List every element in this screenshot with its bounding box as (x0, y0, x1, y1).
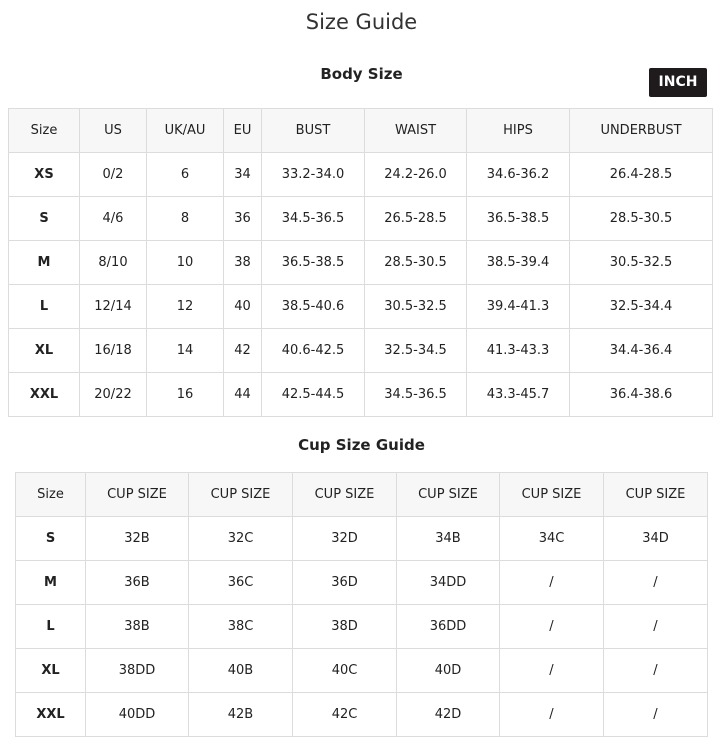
cup-size-table (15, 472, 708, 737)
table-cell: L (16, 605, 86, 649)
body-size-title: Body Size (320, 65, 403, 83)
table-cell: 34D (604, 517, 708, 561)
table-cell: 4/6 (80, 197, 147, 241)
table-cell: 8 (147, 197, 224, 241)
table-cell: 40DD (86, 693, 189, 737)
table-cell: / (604, 693, 708, 737)
table-cell: 42C (293, 693, 397, 737)
table-cell: 32.5-34.4 (570, 285, 713, 329)
table-cell: 38DD (86, 649, 189, 693)
table-cell: 44 (224, 373, 262, 417)
table-cell: 30.5-32.5 (570, 241, 713, 285)
table-cell: 12/14 (80, 285, 147, 329)
header-waist: WAIST (365, 109, 467, 153)
table-cell: 41.3-43.3 (467, 329, 570, 373)
table-cell: 36.5-38.5 (467, 197, 570, 241)
table-cell: M (9, 241, 80, 285)
table-cell: 38.5-39.4 (467, 241, 570, 285)
table-cell: / (604, 605, 708, 649)
table-cell: 34.5-36.5 (365, 373, 467, 417)
table-cell: 36.5-38.5 (262, 241, 365, 285)
table-cell: XS (9, 153, 80, 197)
table-cell: 34.4-36.4 (570, 329, 713, 373)
table-row (9, 241, 713, 285)
table-cell: 30.5-32.5 (365, 285, 467, 329)
table-cell: 28.5-30.5 (365, 241, 467, 285)
table-cell: XXL (16, 693, 86, 737)
table-cell: 12 (147, 285, 224, 329)
table-row (9, 373, 713, 417)
header-size: Size (16, 473, 86, 517)
table-cell: 36 (224, 197, 262, 241)
table-cell: 34C (500, 517, 604, 561)
table-cell: 36D (293, 561, 397, 605)
table-row (16, 693, 708, 737)
table-row (9, 197, 713, 241)
header-size: Size (9, 109, 80, 153)
table-cell: 42 (224, 329, 262, 373)
table-cell: 38.5-40.6 (262, 285, 365, 329)
table-cell: / (500, 649, 604, 693)
table-cell: / (500, 561, 604, 605)
table-cell: 38D (293, 605, 397, 649)
table-cell: S (16, 517, 86, 561)
table-row (9, 285, 713, 329)
table-cell: / (604, 561, 708, 605)
table-cell: 34B (397, 517, 500, 561)
table-cell: 38C (189, 605, 293, 649)
table-row (16, 561, 708, 605)
header-cup-size: CUP SIZE (86, 473, 189, 517)
body-size-table (8, 108, 713, 417)
table-cell: 33.2-34.0 (262, 153, 365, 197)
table-cell: 38B (86, 605, 189, 649)
table-cell: 26.4-28.5 (570, 153, 713, 197)
table-cell: M (16, 561, 86, 605)
table-row (16, 605, 708, 649)
table-cell: 40D (397, 649, 500, 693)
header-cup-size: CUP SIZE (293, 473, 397, 517)
header-us: US (80, 109, 147, 153)
table-cell: 39.4-41.3 (467, 285, 570, 329)
header-cup-size: CUP SIZE (604, 473, 708, 517)
header-cup-size: CUP SIZE (189, 473, 293, 517)
cup-size-title: Cup Size Guide (298, 436, 425, 454)
table-cell: S (9, 197, 80, 241)
header-eu: EU (224, 109, 262, 153)
table-cell: 32.5-34.5 (365, 329, 467, 373)
header-cup-size: CUP SIZE (397, 473, 500, 517)
table-cell: 32D (293, 517, 397, 561)
table-cell: 42.5-44.5 (262, 373, 365, 417)
table-cell: 38 (224, 241, 262, 285)
table-cell: 28.5-30.5 (570, 197, 713, 241)
table-cell: 26.5-28.5 (365, 197, 467, 241)
page-title: Size Guide (305, 10, 418, 34)
table-cell: 24.2-26.0 (365, 153, 467, 197)
table-cell: 36DD (397, 605, 500, 649)
table-header-row (16, 473, 708, 517)
table-cell: 32C (189, 517, 293, 561)
header-bust: BUST (262, 109, 365, 153)
table-cell: 36C (189, 561, 293, 605)
table-cell: L (9, 285, 80, 329)
inch-unit-button[interactable]: INCH (649, 68, 707, 97)
table-cell: 34DD (397, 561, 500, 605)
table-cell: 14 (147, 329, 224, 373)
table-cell: 36.4-38.6 (570, 373, 713, 417)
table-cell: 8/10 (80, 241, 147, 285)
header-underbust: UNDERBUST (570, 109, 713, 153)
table-cell: 34.6-36.2 (467, 153, 570, 197)
table-cell: 40.6-42.5 (262, 329, 365, 373)
table-cell: XL (16, 649, 86, 693)
table-cell: XL (9, 329, 80, 373)
table-cell: XXL (9, 373, 80, 417)
header-uk-au: UK/AU (147, 109, 224, 153)
table-cell: 20/22 (80, 373, 147, 417)
table-cell: 0/2 (80, 153, 147, 197)
header-hips: HIPS (467, 109, 570, 153)
table-cell: 40C (293, 649, 397, 693)
table-cell: 10 (147, 241, 224, 285)
table-cell: / (604, 649, 708, 693)
table-cell: 16/18 (80, 329, 147, 373)
header-cup-size: CUP SIZE (500, 473, 604, 517)
table-cell: 40 (224, 285, 262, 329)
table-row (9, 153, 713, 197)
table-cell: 40B (189, 649, 293, 693)
table-cell: 43.3-45.7 (467, 373, 570, 417)
table-cell: 42B (189, 693, 293, 737)
table-cell: / (500, 693, 604, 737)
table-row (16, 649, 708, 693)
table-row (16, 517, 708, 561)
table-row (9, 329, 713, 373)
table-cell: 36B (86, 561, 189, 605)
table-cell: 42D (397, 693, 500, 737)
table-cell: 32B (86, 517, 189, 561)
table-cell: / (500, 605, 604, 649)
table-cell: 6 (147, 153, 224, 197)
table-cell: 16 (147, 373, 224, 417)
table-cell: 34.5-36.5 (262, 197, 365, 241)
table-header-row (9, 109, 713, 153)
table-cell: 34 (224, 153, 262, 197)
